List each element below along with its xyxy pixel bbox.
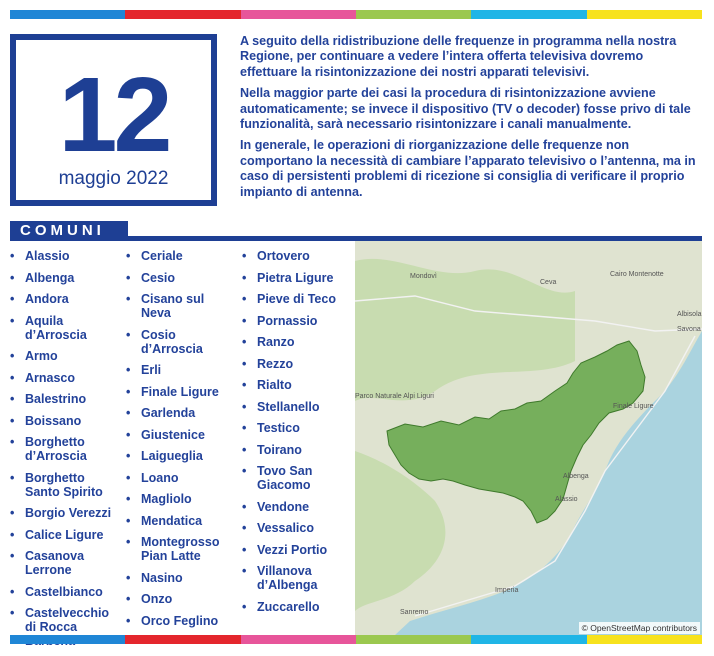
comune-item: • Arnasco — [10, 371, 120, 385]
stripe-segment — [241, 10, 356, 19]
comune-item: • Finale Ligure — [126, 385, 236, 399]
comune-item: • Pieve di Teco — [242, 292, 352, 306]
comune-item: • Borghetto Santo Spirito — [10, 471, 120, 499]
stripe-segment — [241, 635, 356, 644]
date-day: 12 — [58, 56, 169, 174]
comune-item: • Tovo San Giacomo — [242, 464, 352, 492]
comune-item: • Aquila d’Arroscia — [10, 314, 120, 342]
intro-paragraph-3: In generale, le operazioni di riorganizzazione delle frequenze non comportano la necessità di cambiare l’apparato televisivo o l’antenna, ma in caso di persistenti problemi di ricezione si consiglia di verificare il proprio impianto di antenna. — [240, 138, 696, 199]
map-canvas — [355, 241, 702, 635]
intro-paragraph-2: Nella maggior parte dei casi la procedura di risintonizzazione avviene automaticamente; se invece il dispositivo (TV o decoder) fosse privo di tale funzionalità, sarà necessario risintonizzare i canali manualmente. — [240, 86, 691, 132]
stripe-segment — [471, 10, 586, 19]
stripe-segment — [125, 635, 240, 644]
intro-text — [240, 34, 700, 206]
date-month-year: maggio 2022 — [58, 168, 169, 189]
comune-item: • Castelbianco — [10, 585, 120, 599]
map-place-label: Parco Naturale Alpi Liguri — [355, 393, 434, 400]
comune-item: • Ranzo — [242, 335, 352, 349]
comune-item: • Mendatica — [126, 514, 236, 528]
comune-item: • Zuccarello — [242, 600, 352, 614]
map-place-label: Albenga — [563, 473, 589, 480]
top-color-stripe — [10, 10, 702, 19]
map-place-label: Sanremo — [400, 609, 429, 616]
stripe-segment — [587, 10, 702, 19]
map-place-label: Mondovì — [410, 273, 437, 280]
stripe-segment — [10, 635, 125, 644]
comune-item: • Laigueglia — [126, 449, 236, 463]
comune-item: • Borgio Verezzi — [10, 506, 120, 520]
comune-item: • Vendone — [242, 500, 352, 514]
map-place-label: Alassio — [555, 496, 578, 503]
comune-item: • Casanova Lerrone — [10, 549, 120, 577]
comuni-header — [10, 221, 702, 241]
comuni-column-2 — [126, 249, 236, 635]
comune-item: • Alassio — [10, 249, 120, 263]
bottom-color-stripe — [10, 635, 702, 644]
map-place-label: Savona — [677, 326, 701, 333]
comune-item: • Armo — [10, 349, 120, 363]
comune-item: • Vezzi Portio — [242, 543, 352, 557]
comune-item: • Ceriale — [126, 249, 236, 263]
comune-item: • Pornassio — [242, 314, 352, 328]
comune-item: • Rezzo — [242, 357, 352, 371]
map-place-label: Ceva — [540, 279, 557, 286]
comune-item: • Villanova d’Albenga — [242, 564, 352, 592]
comune-item: • Borghetto d’Arroscia — [10, 435, 120, 463]
comune-item: • Magliolo — [126, 492, 236, 506]
comune-item: • Erli — [126, 363, 236, 377]
comune-item: • Orco Feglino — [126, 614, 236, 628]
stripe-segment — [10, 10, 125, 19]
map-place-label: Albisola — [677, 311, 702, 318]
comune-item: • Cosio d’Arroscia — [126, 328, 236, 356]
stripe-segment — [587, 635, 702, 644]
comune-item: • Rialto — [242, 378, 352, 392]
comune-item: • Calice Ligure — [10, 528, 120, 542]
comune-item: • Ortovero — [242, 249, 352, 263]
comune-item: • Giustenice — [126, 428, 236, 442]
comune-item: • Vessalico — [242, 521, 352, 535]
comune-item: • Castelvecchio di Rocca — [10, 606, 120, 648]
comune-item: • Albenga — [10, 271, 120, 285]
comuni-column-1 — [10, 249, 120, 656]
comune-item: • Garlenda — [126, 406, 236, 420]
comuni-title: COMUNI — [10, 221, 128, 241]
stripe-segment — [356, 635, 471, 644]
comune-item: • Pietra Ligure — [242, 271, 352, 285]
comune-item: • Andora — [10, 292, 120, 306]
map-place-label: Finale Ligure — [613, 403, 654, 410]
map-place-label: Cairo Montenotte — [610, 271, 664, 278]
stripe-segment — [125, 10, 240, 19]
comune-item: • Cesio — [126, 271, 236, 285]
comune-item: • Testico — [242, 421, 352, 435]
comune-item: • Cisano sul Neva — [126, 292, 236, 320]
comune-item: • Nasino — [126, 571, 236, 585]
comune-item: • Onzo — [126, 592, 236, 606]
comune-item: • Toirano — [242, 443, 352, 457]
comuni-column-3 — [242, 249, 352, 621]
coverage-map[interactable] — [355, 241, 702, 635]
stripe-segment — [471, 635, 586, 644]
date-box — [10, 34, 217, 206]
stripe-segment — [356, 10, 471, 19]
comune-item: • Boissano — [10, 414, 120, 428]
map-attribution: © OpenStreetMap contributors — [579, 622, 700, 634]
comune-item: • Montegrosso Pian Latte — [126, 535, 236, 563]
map-place-label: Imperia — [495, 587, 519, 594]
comune-item: • Loano — [126, 471, 236, 485]
comune-item: • Stellanello — [242, 400, 352, 414]
comune-item: • Balestrino — [10, 392, 120, 406]
intro-paragraph-1: A seguito della ridistribuzione delle frequenze in programma nella nostra Regione, per continuare a vedere l’intera offerta televisiva dovremo effettuare la risintonizzazione dei nostri apparati televisivi. — [240, 34, 677, 79]
